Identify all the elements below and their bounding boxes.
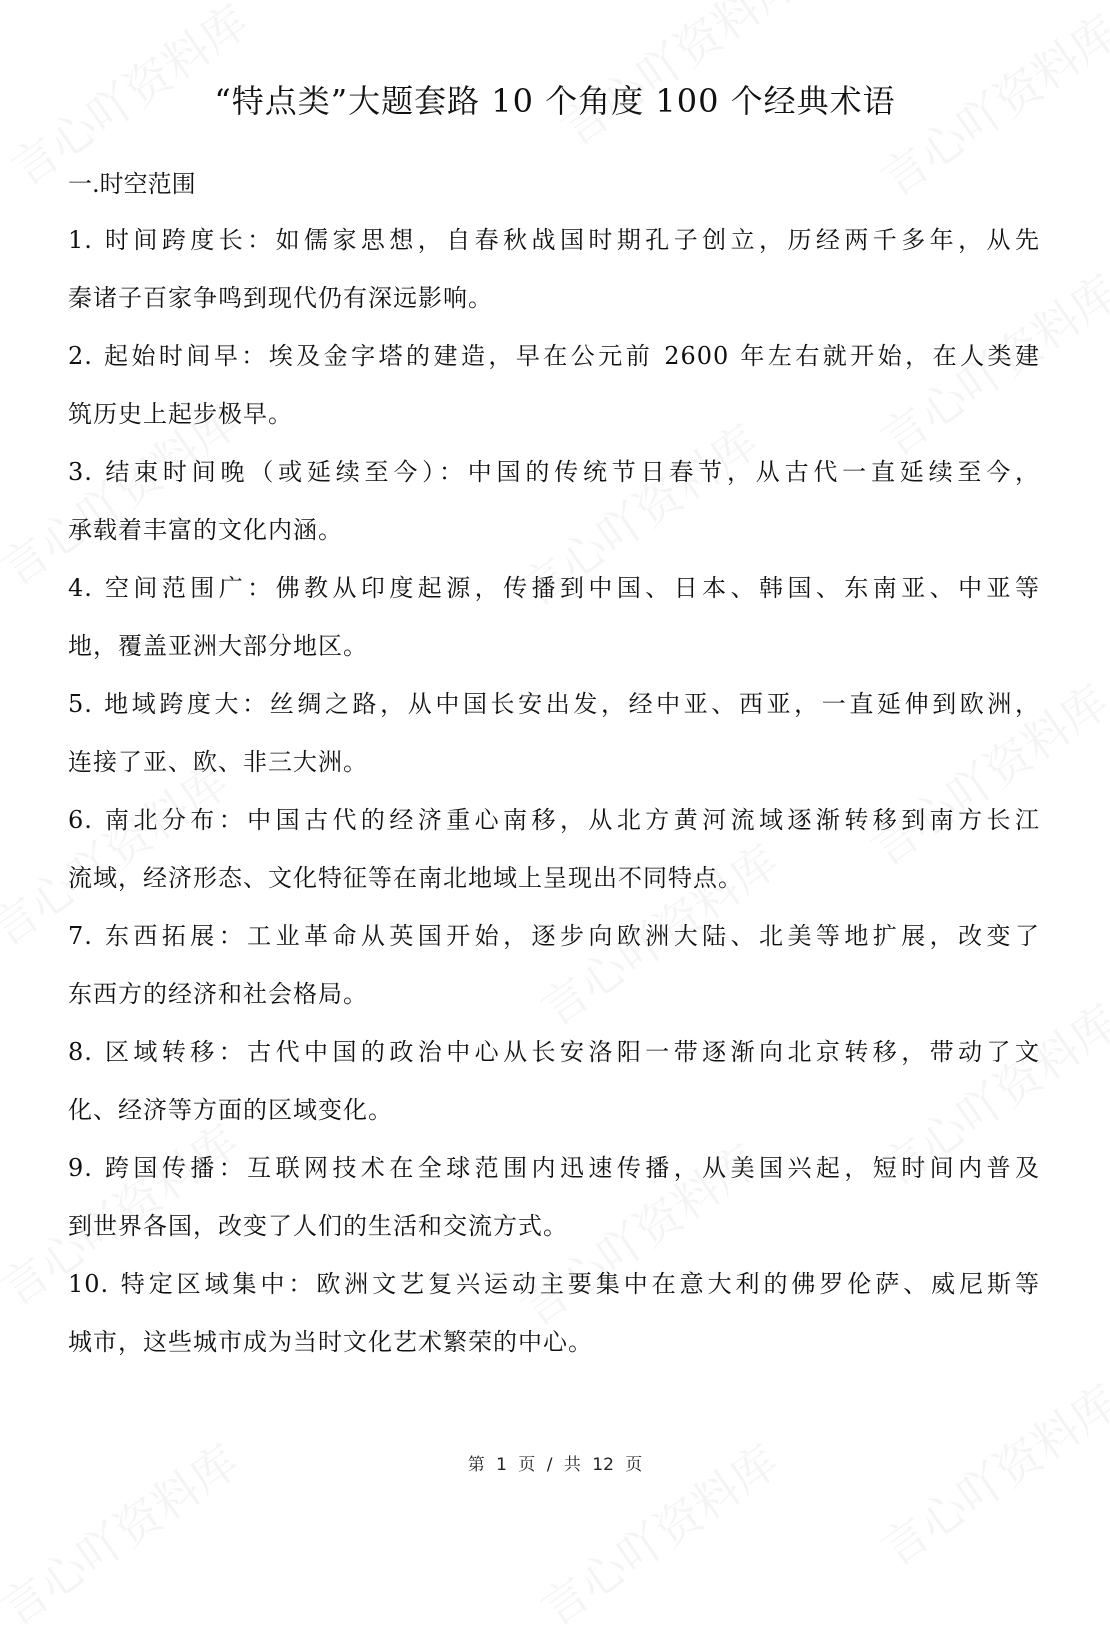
item-text-line: 10. 特定区域集中：欧洲文艺复兴运动主要集中在意大利的佛罗伦萨、威尼斯等 bbox=[68, 1270, 1040, 1298]
list-item bbox=[68, 218, 1040, 334]
item-list bbox=[68, 218, 1040, 1378]
list-item bbox=[68, 682, 1040, 798]
item-text-line: 2. 起始时间早：埃及金字塔的建造，早在公元前 2600 年左右就开始，在人类建 bbox=[68, 342, 1040, 370]
item-text-line: 到世界各国，改变了人们的生活和交流方式。 bbox=[68, 1212, 568, 1240]
item-text-line: 5. 地域跨度大：丝绸之路，从中国长安出发，经中亚、西亚，一直延伸到欧洲， bbox=[68, 690, 1040, 718]
list-item bbox=[68, 1146, 1040, 1262]
item-text-line: 9. 跨国传播：互联网技术在全球范围内迅速传播，从美国兴起，短时间内普及 bbox=[68, 1154, 1040, 1182]
page-footer: 第 1 页 / 共 12 页 bbox=[467, 1455, 643, 1475]
item-text-line: 8. 区域转移：古代中国的政治中心从长安洛阳一带逐渐向北京转移，带动了文 bbox=[68, 1038, 1040, 1066]
item-text-line: 秦诸子百家争鸣到现代仍有深远影响。 bbox=[68, 284, 493, 312]
item-text-line: 4. 空间范围广：佛教从印度起源，传播到中国、日本、韩国、东南亚、中亚等 bbox=[68, 574, 1040, 602]
list-item bbox=[68, 1030, 1040, 1146]
item-text-line: 6. 南北分布：中国古代的经济重心南移，从北方黄河流域逐渐转移到南方长江 bbox=[68, 806, 1040, 834]
list-item bbox=[68, 334, 1040, 450]
item-text-line: 1. 时间跨度长：如儒家思想，自春秋战国时期孔子创立，历经两千多年，从先 bbox=[68, 226, 1040, 254]
item-text-line: 7. 东西拓展：工业革命从英国开始，逐步向欧洲大陆、北美等地扩展，改变了 bbox=[68, 922, 1040, 950]
item-text-line: 连接了亚、欧、非三大洲。 bbox=[68, 748, 368, 776]
item-text-line: 承载着丰富的文化内涵。 bbox=[68, 516, 343, 544]
item-text-line: 3. 结束时间晚（或延续至今）：中国的传统节日春节，从古代一直延续至今， bbox=[68, 458, 1040, 486]
list-item bbox=[68, 1262, 1040, 1378]
item-text-line: 东西方的经济和社会格局。 bbox=[68, 980, 368, 1008]
list-item bbox=[68, 798, 1040, 914]
item-text-line: 筑历史上起步极早。 bbox=[68, 400, 293, 428]
page-title: “特点类”大题套路 10 个角度 100 个经典术语 bbox=[214, 82, 896, 120]
item-text-line: 城市，这些城市成为当时文化艺术繁荣的中心。 bbox=[68, 1328, 593, 1356]
item-text-line: 流域，经济形态、文化特征等在南北地域上呈现出不同特点。 bbox=[68, 864, 743, 892]
item-text-line: 化、经济等方面的区域变化。 bbox=[68, 1096, 393, 1124]
list-item bbox=[68, 450, 1040, 566]
item-text-line: 地，覆盖亚洲大部分地区。 bbox=[68, 632, 368, 660]
section-heading: 一.时空范围 bbox=[68, 170, 196, 198]
list-item bbox=[68, 914, 1040, 1030]
list-item bbox=[68, 566, 1040, 682]
